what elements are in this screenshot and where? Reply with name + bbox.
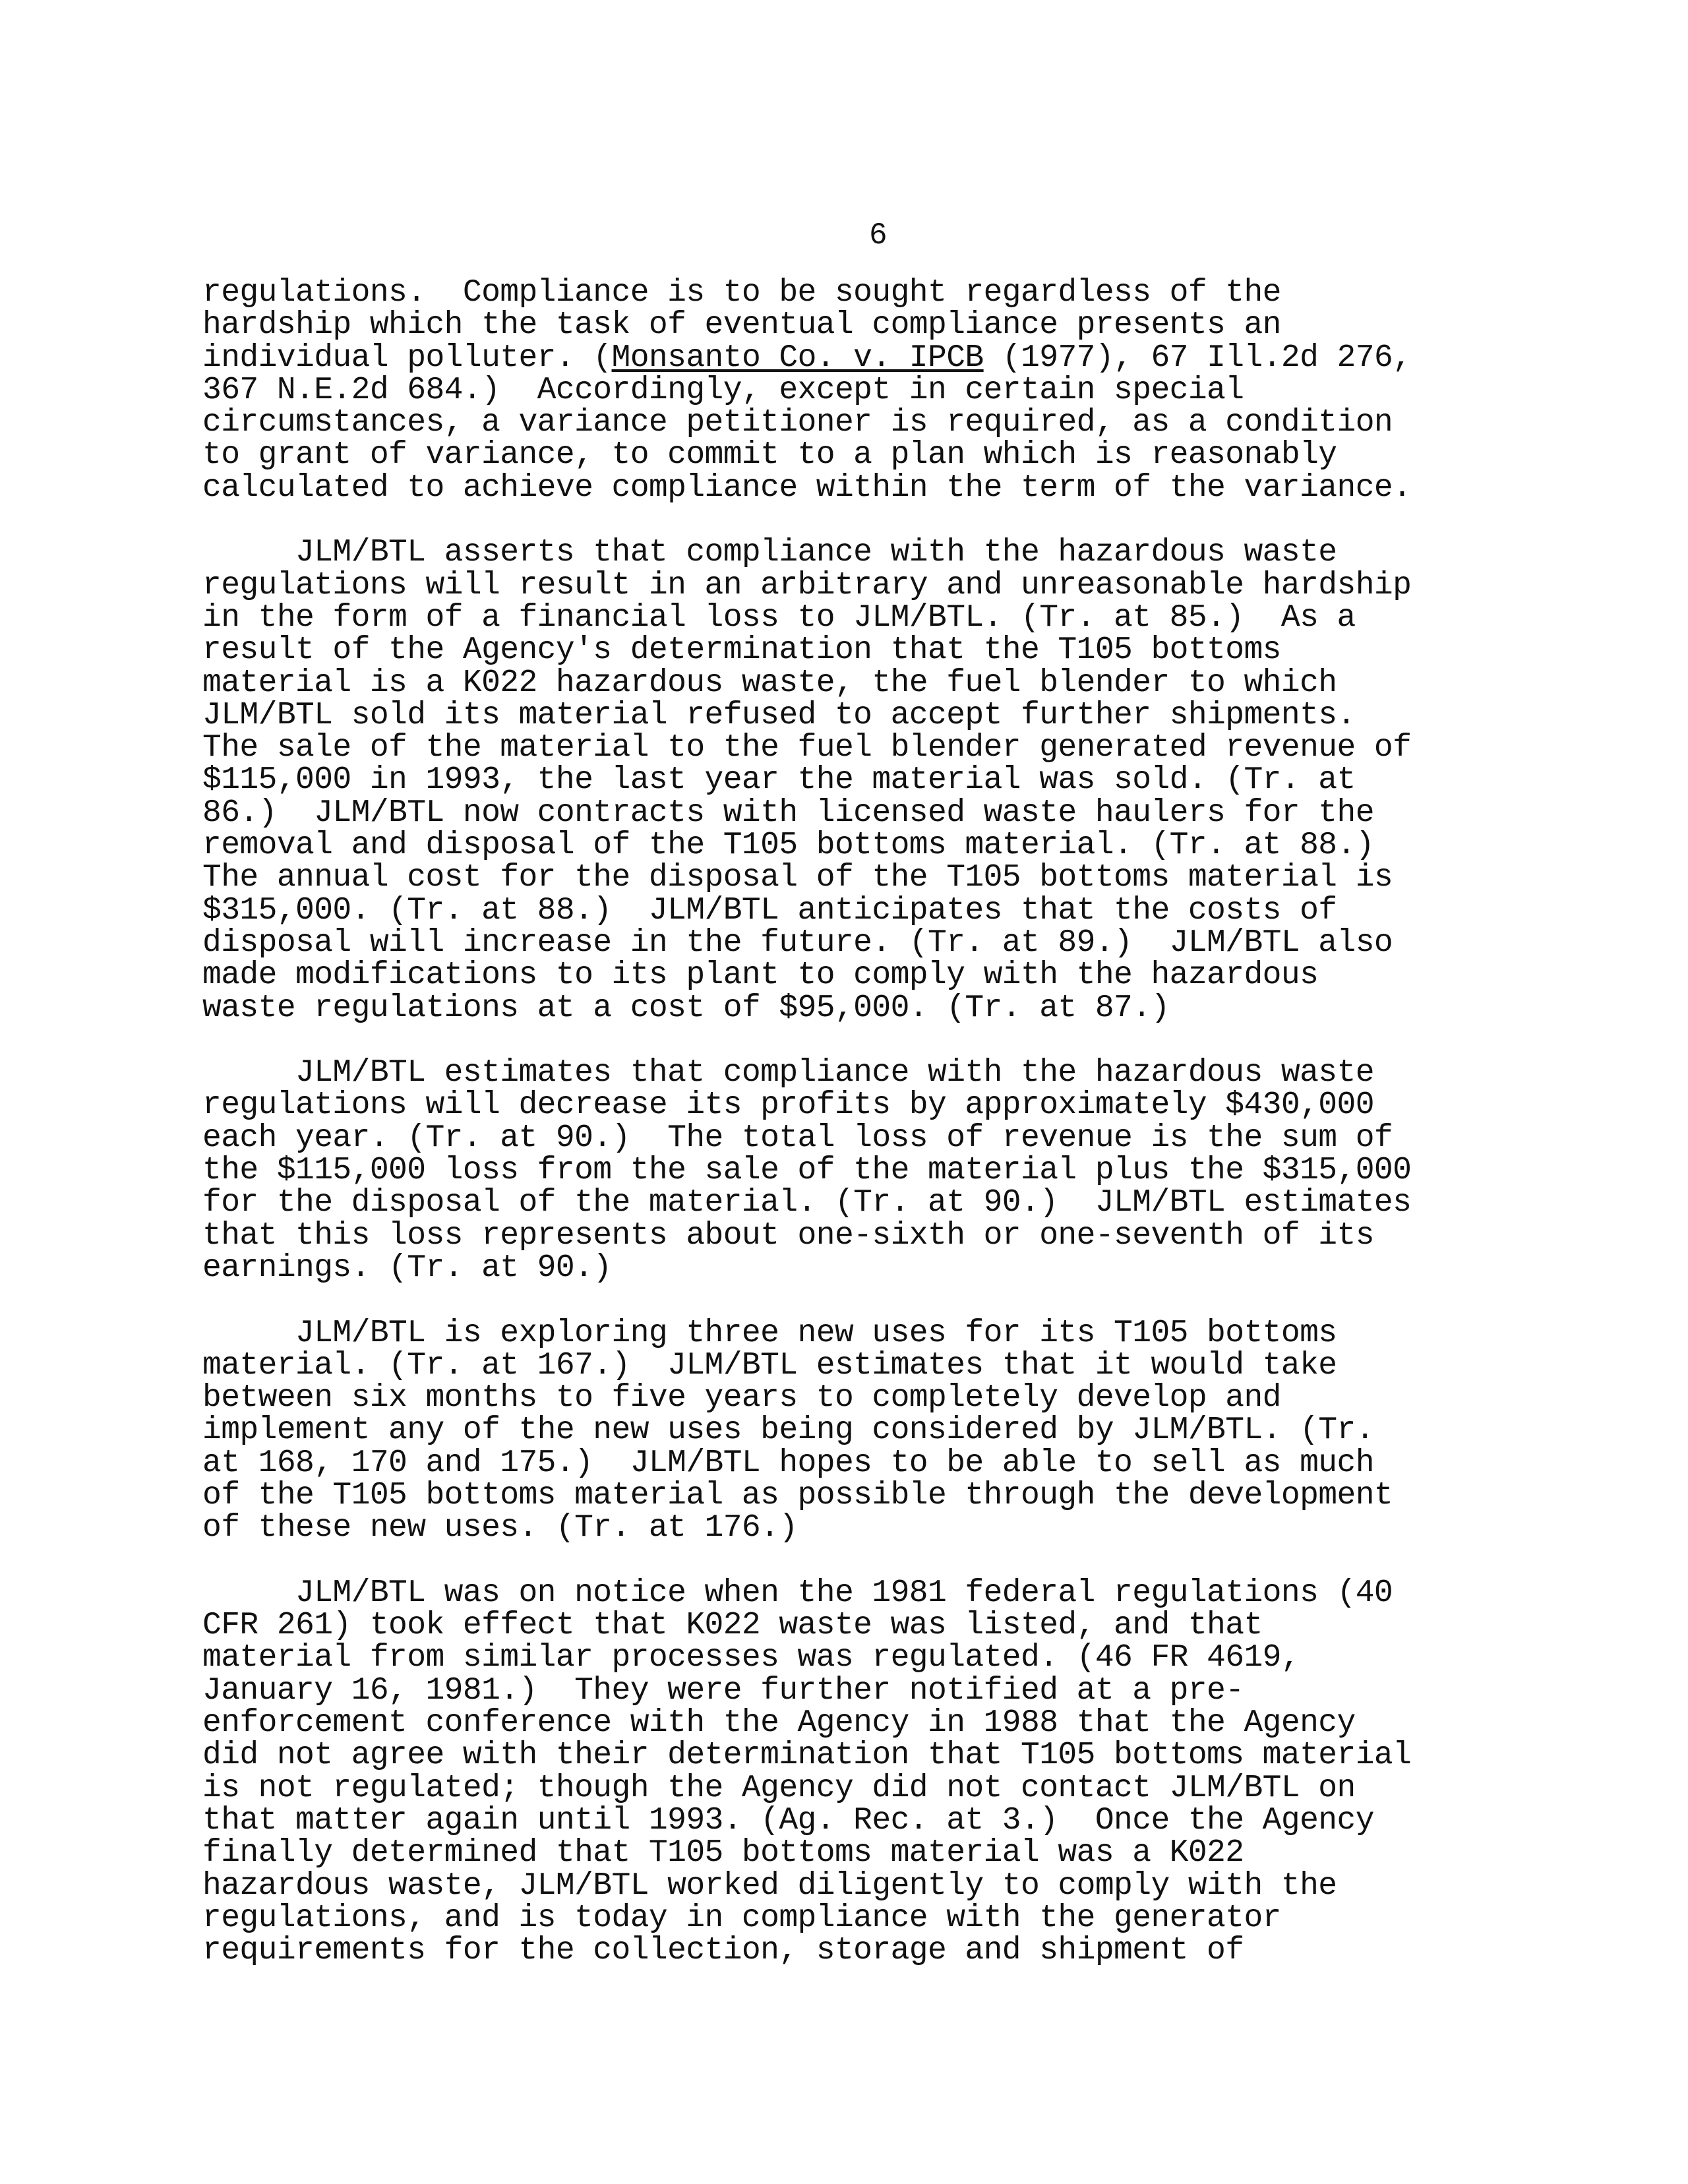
text-line: that matter again until 1993. (Ag. Rec. at 3.) Once the Agency xyxy=(202,1802,1374,1838)
text-line: $315,000. (Tr. at 88.) JLM/BTL anticipates that the costs of xyxy=(202,892,1337,928)
text-line: of the T105 bottoms material as possible through the development xyxy=(202,1477,1393,1513)
text-line: hardship which the task of eventual compliance presents an xyxy=(202,307,1281,344)
page-number: 6 xyxy=(869,218,888,253)
text-line: material from similar processes was regulated. (46 FR 4619, xyxy=(202,1640,1300,1676)
body-text xyxy=(202,277,1521,1967)
text-line: JLM/BTL was on notice when the 1981 federal regulations (40 xyxy=(202,1575,1393,1611)
text-line: the $115,000 loss from the sale of the material plus the $315,000 xyxy=(202,1153,1412,1189)
text-line: result of the Agency's determination that the T105 bottoms xyxy=(202,632,1281,669)
text-line: of these new uses. (Tr. at 176.) xyxy=(202,1510,798,1546)
text-line: January 16, 1981.) They were further notified at a pre- xyxy=(202,1672,1244,1709)
text-line: disposal will increase in the future. (Tr. at 89.) JLM/BTL also xyxy=(202,925,1393,961)
text-line: JLM/BTL asserts that compliance with the hazardous waste xyxy=(202,535,1337,571)
text-line: regulations will decrease its profits by approximately $430,000 xyxy=(202,1087,1374,1124)
text-line: for the disposal of the material. (Tr. at 90.) JLM/BTL estimates xyxy=(202,1185,1412,1221)
text-line: 367 N.E.2d 684.) Accordingly, except in certain special xyxy=(202,372,1244,408)
text-line: JLM/BTL estimates that compliance with the hazardous waste xyxy=(202,1055,1374,1091)
text-line: material. (Tr. at 167.) JLM/BTL estimates that it would take xyxy=(202,1347,1337,1383)
case-citation-name: Monsanto Co. v. IPCB xyxy=(611,340,984,376)
text-line: regulations will result in an arbitrary and unreasonable hardship xyxy=(202,567,1412,603)
paragraph-3 xyxy=(202,1057,1521,1285)
text-line: earnings. (Tr. at 90.) xyxy=(202,1250,612,1286)
text-line: implement any of the new uses being considered by JLM/BTL. (Tr. xyxy=(202,1412,1374,1449)
text-line: enforcement conference with the Agency in 1988 that the Agency xyxy=(202,1705,1356,1742)
case-citation-reference: (1977), 67 Ill.2d 276, xyxy=(983,340,1412,376)
text-line: between six months to five years to completely develop and xyxy=(202,1380,1281,1416)
text-line: regulations, and is today in compliance with the generator xyxy=(202,1900,1281,1936)
text-line: JLM/BTL sold its material refused to accept further shipments. xyxy=(202,697,1356,733)
text-line: material is a K022 hazardous waste, the fuel blender to which xyxy=(202,665,1337,701)
text-line: 86.) JLM/BTL now contracts with licensed waste haulers for the xyxy=(202,795,1374,831)
paragraph-2 xyxy=(202,537,1521,1024)
text-line: is not regulated; though the Agency did not contact JLM/BTL on xyxy=(202,1770,1356,1806)
paragraph-5 xyxy=(202,1577,1521,1968)
text-line: circumstances, a variance petitioner is required, as a condition xyxy=(202,405,1393,441)
text-line: calculated to achieve compliance within the term of the variance. xyxy=(202,470,1412,506)
text-line-with-citation xyxy=(202,342,1521,375)
text-line: waste regulations at a cost of $95,000. (Tr. at 87.) xyxy=(202,990,1170,1026)
text-line: $115,000 in 1993, the last year the material was sold. (Tr. at xyxy=(202,762,1356,799)
paragraph-1 xyxy=(202,277,1521,504)
text-line: in the form of a financial loss to JLM/BTL. (Tr. at 85.) As a xyxy=(202,599,1356,636)
text-line: at 168, 170 and 175.) JLM/BTL hopes to be able to sell as much xyxy=(202,1445,1374,1481)
text-line: The sale of the material to the fuel blender generated revenue of xyxy=(202,730,1412,766)
text-line: JLM/BTL is exploring three new uses for its T105 bottoms xyxy=(202,1315,1337,1351)
text-segment: individual polluter. ( xyxy=(202,340,612,376)
text-line: hazardous waste, JLM/BTL worked diligently to comply with the xyxy=(202,1867,1337,1904)
text-line: did not agree with their determination that T105 bottoms material xyxy=(202,1738,1412,1774)
text-line: made modifications to its plant to comply with the hazardous xyxy=(202,957,1319,994)
text-line: each year. (Tr. at 90.) The total loss of revenue is the sum of xyxy=(202,1120,1393,1156)
text-line: CFR 261) took effect that K022 waste was listed, and that xyxy=(202,1608,1263,1644)
text-line: that this loss represents about one-sixth or one-seventh of its xyxy=(202,1217,1374,1254)
text-line: finally determined that T105 bottoms material was a K022 xyxy=(202,1835,1244,1871)
text-line: removal and disposal of the T105 bottoms material. (Tr. at 88.) xyxy=(202,828,1374,864)
text-line: to grant of variance, to commit to a plan which is reasonably xyxy=(202,437,1337,473)
paragraph-4 xyxy=(202,1315,1521,1546)
text-line: The annual cost for the disposal of the T105 bottoms material is xyxy=(202,860,1393,896)
text-line: requirements for the collection, storage and shipment of xyxy=(202,1933,1244,1969)
text-line: regulations. Compliance is to be sought regardless of the xyxy=(202,275,1281,311)
